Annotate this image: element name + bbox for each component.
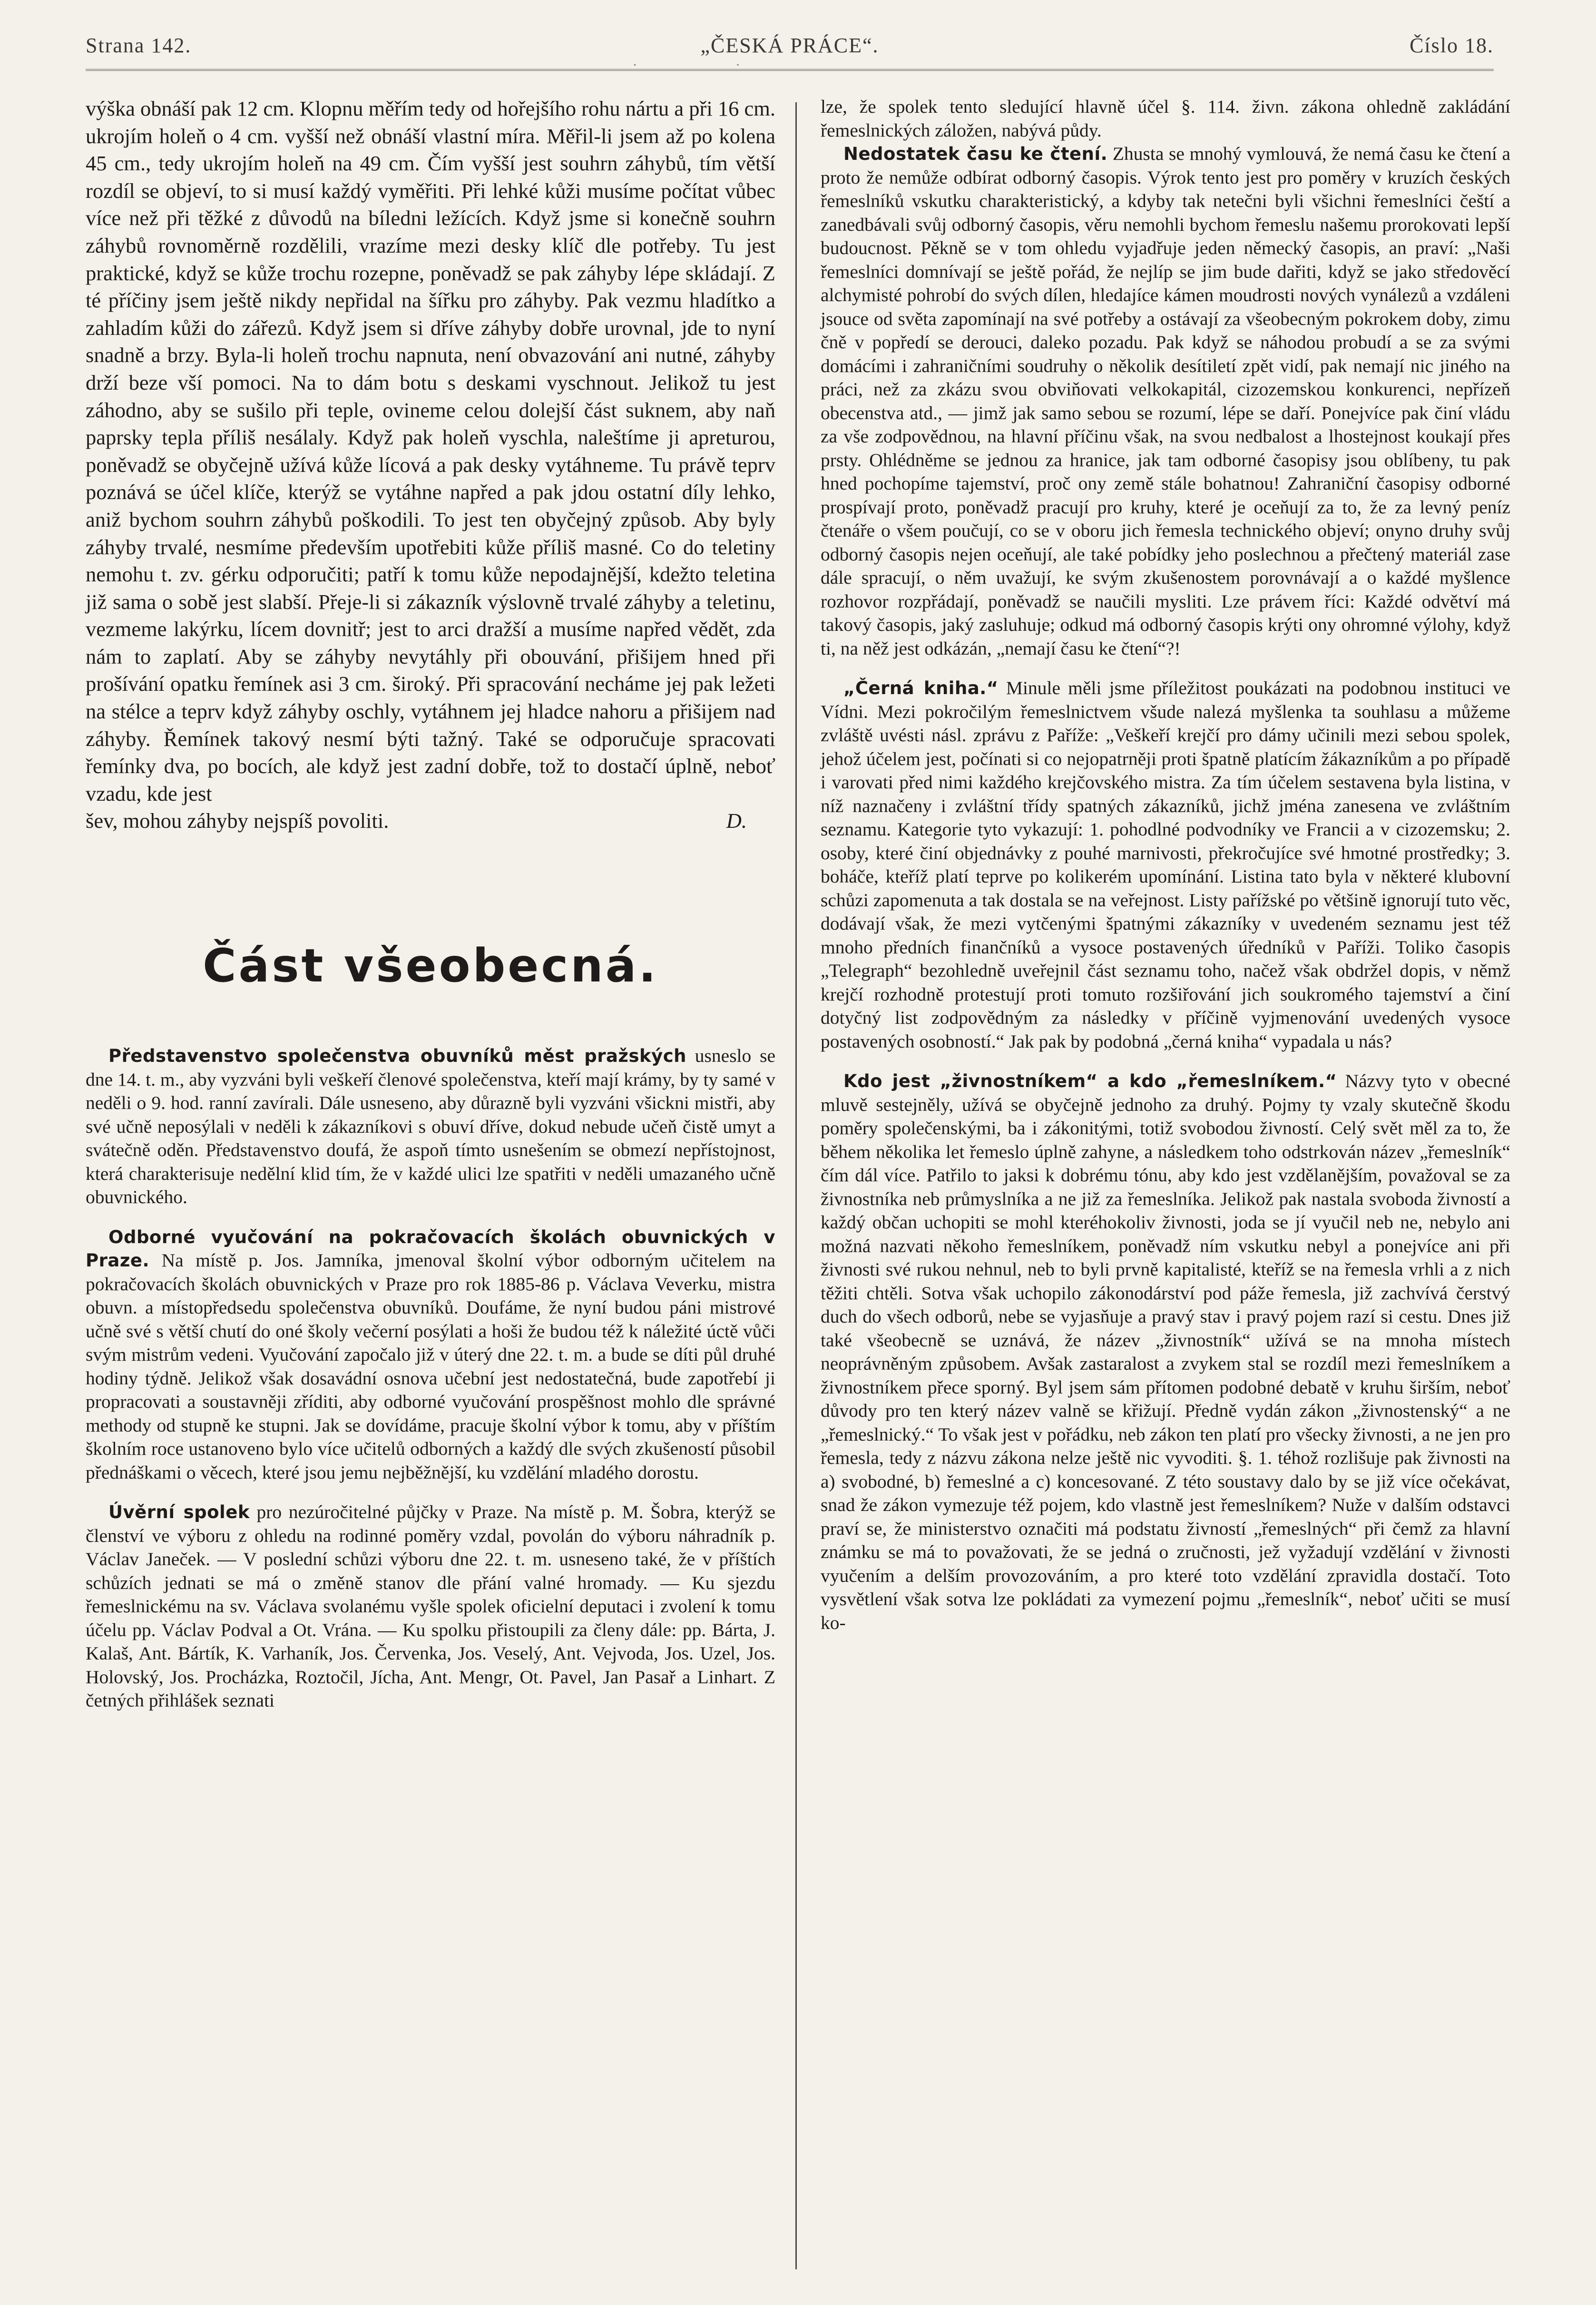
left-column	[86, 95, 775, 1713]
issue-number: Číslo 18.	[1410, 34, 1494, 57]
news-item-text: pro nezúročitelné půjčky v Praze. Na místě p. M. Šobra, kterýž se členství ve výboru z ohledu na rodinné poměry vzdal, povolán do výboru náhradník p. Václav Janeček. — V poslední schůzi výboru dne 22. t. m. usneseno také, že v příštích schůzích jednati se má o změně stanov dle přání valné hromady. — Ku sjezdu řemeslnickému na sv. Václava svolanému vyšle spolek oficielní deputaci i zvolení k tomu účelu pp. Václav Podval a Ot. Vrána. — Ku spolku přistoupili za členy dále: pp. Bárta, J. Kalaš, Ant. Bártík, K. Varhaník, Jos. Červenka, Jos. Veselý, Ant. Vejvoda, Jos. Uzel, Jos. Holovský, Jos. Procházka, Roztočil, Jícha, Ant. Mengr, Ot. Pavel, Jan Pasař a Linhart. Z četných přihlášek seznati	[86, 1501, 775, 1711]
news-item	[821, 1069, 1510, 1635]
news-item-title: Odborné vyučování na pokračovacích školách obuvnických v Praze.	[86, 1226, 775, 1271]
news-item-title: Představenstvo společenstva obuvníků měst pražských	[108, 1046, 686, 1067]
journal-title: „ČESKÁ PRÁCE“.	[700, 34, 879, 57]
news-item	[86, 1501, 775, 1713]
news-item	[86, 1044, 775, 1209]
news-item	[821, 142, 1510, 660]
news-item-text: usneslo se dne 14. t. m., aby vyzváni byli veškeří členové společenstva, kteří mají krámy, by ty samé v neděli o 9. hod. ranní zavírali. Dále usneseno, aby důrazně byli vyzváni všickni mistři, aby své učně neposýlali v neděli k zákazníkovi s obuví dříve, dokud nebude učeň čistě umyt a svátečně oděn. Představenstvo doufá, že aspoň tímto usnešením se obmezí nepřístojnost, která charakterisuje nedělní klid tím, že v každé ulici lze spatřiti v neděli umazaného učně obuvnického.	[86, 1045, 775, 1208]
article-ending	[86, 807, 775, 835]
news-item-text: Zhusta se mnohý vymlouvá, že nemá času ke čtení a proto že nemůže odbírat odborný časopis. Výrok tento jest pro poměry v kruzích českých řemeslníků vskutku charakteristický, a kdyby tak netečni byli všichni řemeslníci čeští a zanedbávali svůj odborný časopis, věru nemohli bychom řemeslu našemu prorokovati lepší budoucnost. Pěkně se v tom ohledu vyjadřuje jeden německý časopis, an praví: „Naši řemeslníci domnívají se ještě pořád, že nejlíp se jim bude dařiti, když se jako středověcí alchymisté pohrobí do svých dílen, hledajíce kámen moudrosti nových vynálezů a vzdáleni jsouce od světa zapomínají na své potřeby a ostávají za všeobecným pokrokem doby, zimu čně v popředí se derouci, daleko pozadu. Pak když se náhodou probudí a se za svými domácími i zahraničními soudruhy o několik desítiletí zpět vidí, pak nemají nic jiného na práci, než za zkázu svou obviňovati velkokapitál, cizozemskou konkurenci, nepřízeň obecenstva atd., — jimž jak samo sebou se rozumí, lépe se daří. Ponejvíce pak činí vládu za vše zodpovědnou, na hlavní příčinu však, na svou nedbalost a lhostejnost koukají přes prsty. Ohlédněme se jednou za hranice, jak tam odborné časopisy jsou oblíbeny, tu pak hned pochopíme tajemství, proč ony země stále bohatnou! Zahraniční časopisy odborné prospívají proto, poněvadž pracují pro kruhy, které je oceňují za to, že za levný peníz čtenáře o všem poučují, co se v oboru jich řemesla technického objeví; onyno druhy svůj odborný časopis nejen oceňují, ale také pobídky jeho poslechnou a přečtený materiál zase dále spracují, o něm uvažují, ke svým zkušenostem porovnávají a o každé myšlence rozhovor rozpřádají, poněvadž se naučili mysliti. Lze právem říci: Každé odvětví má takový časopis, jaký zasluhuje; odkud má odborný časopis krýti ony ohromné výlohy, když ti, na něž jest odkázán, „nemají času ke čtení“?!	[821, 143, 1510, 659]
page-header	[86, 33, 1494, 71]
news-item-text: Na místě p. Jos. Jamníka, jmenoval školní výbor odborným učitelem na pokračovacích školách obuvnických v Praze pro rok 1885-86 p. Václava Veverku, mistra obuvn. a místopředsedu společenstva obuvníků. Doufáme, že nyní budou páni mistrové učně své s větší chutí do oné školy večerní posýlati a hoši že budou též k náležité úctě vůči svým mistrům vedeni. Vyučování započalo již v úterý dne 22. t. m. a bude se díti půl druhé hodiny týdně. Jelikož však dosavádní osnova učební jest nedostatečná, bude zapotřebí ji propracovati a soustavněji zříditi, aby odborné vyučování prospěšnost mohlo dle správné methody od stupně ke stupni. Jak se dovídáme, pracuje školní výbor k tomu, aby v příštím školním roce ustanoveno bylo více učitelů odborných a každý dle svých zkušeností působil přednáškami o věcech, které jsou jemu nejběžnější, ku vzdělání mladého dorostu.	[86, 1250, 775, 1483]
news-item-text: Názvy tyto v obecné mluvě sestejněly, užívá se obyčejně jednoho za druhý. Pojmy ty vzaly skutečně škodu poměry společenskými, ba i zákonitými, totiž svobodou živností. Celý svět měl za to, že během několika let řemeslo úplně zahyne, a následkem toho odstrkován název „řemeslník“ čím dál více. Patřilo to jaksi k dobrému tónu, aby kdo jest vzdělanějším, považoval se za živnostníka neb průmyslníka a ne již za řemeslníka. Jelikož pak nastala svoboda živností a každý občan uchopiti se mohl kteréhokoliv živnosti, joda se jí vyučil neb ne, nebylo ani možná nazvati někoho řemeslníkem, poněvadž ním vskutku nebyl a ponejvíce ani při živnosti své rukou nehnul, neb to byli prvně kapitalisté, kteříž se na řemesla vrhli a z nich těžiti chtěli. Sotva však uchopilo zákonodárství pod páže řemesla, již zachvívá čerstvý duch do všech odborů, nebe se vyjasňuje a pravý stav i pravý pojem razí si cestu. Dnes již také všeobecně se uznává, že název „živnostník“ užívá se na mnoha místech neoprávněným způsobem. Avšak zastaralost a zvykem stal se rozdíl mezi řemeslníkem a živnostníkem přece sporný. Byl jsem sám přítomen podobné debatě v kruhu širším, neboť důvody pro ten který název valně se křižují. Předně vydán zákon „živnostenský“ a ne „řemeslnický.“ To však jest v pořádku, neb zákon ten platí pro všecky živnosti, a ne jen pro řemesla, tedy z názvu zákona nelze ještě nic vyvoditi. §. 1. téhož rozlišuje pak živnosti na a) svobodné, b) řemeslné a c) koncesované. Z této soustavy dalo by se již více očekávat, snad že zákon vymezuje též pojem, kdo vlastně jest řemeslníkem? Nuže v dalším odstavci praví se, že ministerstvo označiti má podstatu živností „řemeslných“ při čemž za hlavní známku se má to považovati, že se jedná o zručnosti, jež vyžadují vzdělání v živnosti vyučením a delším provozováním, a pro které toto vzdělání zpravidla dostačí. Toto vysvětlení však sotva lze pokládati za vymezení pojmu „řemeslník“, neboť učiti se musí ko-	[821, 1070, 1510, 1633]
continued-paragraph: lze, že spolek tento sledující hlavně účel §. 114. živn. zákona ohledně zakládání řemeslnických záložen, nabývá půdy.	[821, 96, 1510, 141]
print-marks: · ·	[633, 58, 788, 73]
article-paragraph: výška obnáší pak 12 cm. Klopnu měřím tedy od hořejšího rohu nártu a při 16 cm. ukrojím holeň o 4 cm. vyšší než obnáší vlastní míra. Měřil-li jsem až po kolena 45 cm., tedy ukrojím holeň na 49 cm. Čím vyšší jest souhrn záhybů, tím větší rozdíl se objeví, to si musí každý vyměřiti. Při lehké kůži musíme počítat vůbec více než při těžké z důvodů na bíledni ležících. Když jsme si konečně souhrn záhybů rovnoměrně rozdělili, vrazíme mezi desky klíč dle potřeby. Tu jest praktické, když se kůže trochu rozepne, poněvadž se pak záhyby lépe skládají. Z té příčiny jsem ještě nikdy nepřidal na šířku pro záhyby. Pak vezmu hladítko a zahladím kůži do zářezů. Když jsem si dříve záhyby dobře urovnal, jde to nyní snadně a brzy. Byla-li holeň trochu napnuta, není obvazování ani nutné, záhyby drží beze vší pomoci. Na to dám botu s deskami vyschnout. Jelikož tu jest záhodno, aby se sušilo při teple, ovineme celou dolejší část suknem, aby naň paprsky tepla příliš nesálaly. Když pak holeň vyschla, naleštíme ji apreturou, poněvadž se obyčejně užívá kůže lícová a pak desky vytáhneme. Tu právě teprv poznává se účel klíče, kterýž se vytáhne napřed a pak jdou ostatní díly lehko, aniž bychom souhrn záhybů poškodili. To jest ten obyčejný způsob. Aby byly záhyby trvalé, nesmíme především upotřebiti kůže příliš masné. Co do teletiny nemohu t. zv. gérku odporučiti; patří k tomu kůže nepodajnější, kdežto teletina již sama o sobě jest slabší. Přeje-li si zákazník výslovně trvalé záhyby a teletinu, vezmeme lakýrku, lícem dovnitř; jest to arci dražší a musíme napřed vědět, zda nám to zaplatí. Aby se záhyby nevytáhly při obouvání, přišijem hned při prošívání opatku řemínek asi 3 cm. široký. Při spracování necháme jej pak ležeti na stélce a teprv když záhyby oschly, vytáhnem jej hladce nahoru a přišijem nad záhyby. Řemínek takový nesmí býti tažný. Také se odporučuje spracovati řemínky dva, po bocích, ale když jest zadní dobře, tož to dostačí úplně, neboť vzadu, kde jest	[86, 97, 775, 805]
news-item-text: Minule měli jsme příležitost poukázati na podobnou instituci ve Vídni. Mezi pokročilým řemeslnictvem všude nalezá myšlenka ta souhlasu a můžeme zvláště uvésti násl. zprávu z Paříže: „Veškeří krejčí pro dámy učinili mezi sebou spolek, jehož účelem jest, počínati si co nejopatrněji proti špatně platícím žákazníkům a po případě i varovati před nimi každého krejčovského mistra. Za tím účelem sestavena byla listina, v níž naznačeny i zvláštní třídy spatných zákazníků, jichž jména zanesena ve zvláštním seznamu. Kategorie tyto vykazují: 1. pohodlné podvodníky ve Francii a v cizozemsku; 2. osoby, které činí objednávky z pouhé marnivosti, překročujíce své hmotné prostředky; 3. boháče, kteříž platí teprve po kolikerém upomínání. Listina tato byla v některé klubovní schůzi zapomenuta a tak dostala se na veřejnost. Listy pařížské po většině ignorují tuto věc, dodávají však, že mezi vytčenými špatnými zákazníky v uvedeném seznamu jest též mnoho předních finančníků a vysoce postavených úředníků v Paříži. Toliko časopis „Telegraph“ bezohledně uveřejnil část seznamu toho, načež však obdržel dopis, v němž krejčí rozhodně protestují proti tomuto rozšiřování jich soukromého tajemství a činí dotyčný list zodpovědným za následky v příčině vyjmenování uvedených vysoce postavených osobností.“ Jak pak by podobná „černá kniha“ vypadala u nás?	[821, 677, 1510, 1052]
right-column	[821, 95, 1510, 1635]
section-title: Část všeobecná.	[203, 939, 658, 993]
news-item-title: Kdo jest „živnostníkem“ a kdo „řemeslníkem.“	[843, 1071, 1337, 1091]
news-item	[86, 1226, 775, 1485]
news-item-title: Nedostatek času ke čtení.	[843, 144, 1108, 164]
article-last-line: šev, mohou záhyby nejspíš povoliti.	[86, 809, 389, 833]
page-number: Strana 142.	[86, 34, 192, 57]
article-signature: D.	[726, 809, 747, 833]
header-rule	[86, 69, 1494, 71]
column-divider	[795, 102, 797, 2269]
news-item-title: „Černá kniha.“	[843, 678, 999, 698]
news-item-title: Úvěrní spolek	[108, 1502, 250, 1523]
news-item	[821, 677, 1510, 1053]
